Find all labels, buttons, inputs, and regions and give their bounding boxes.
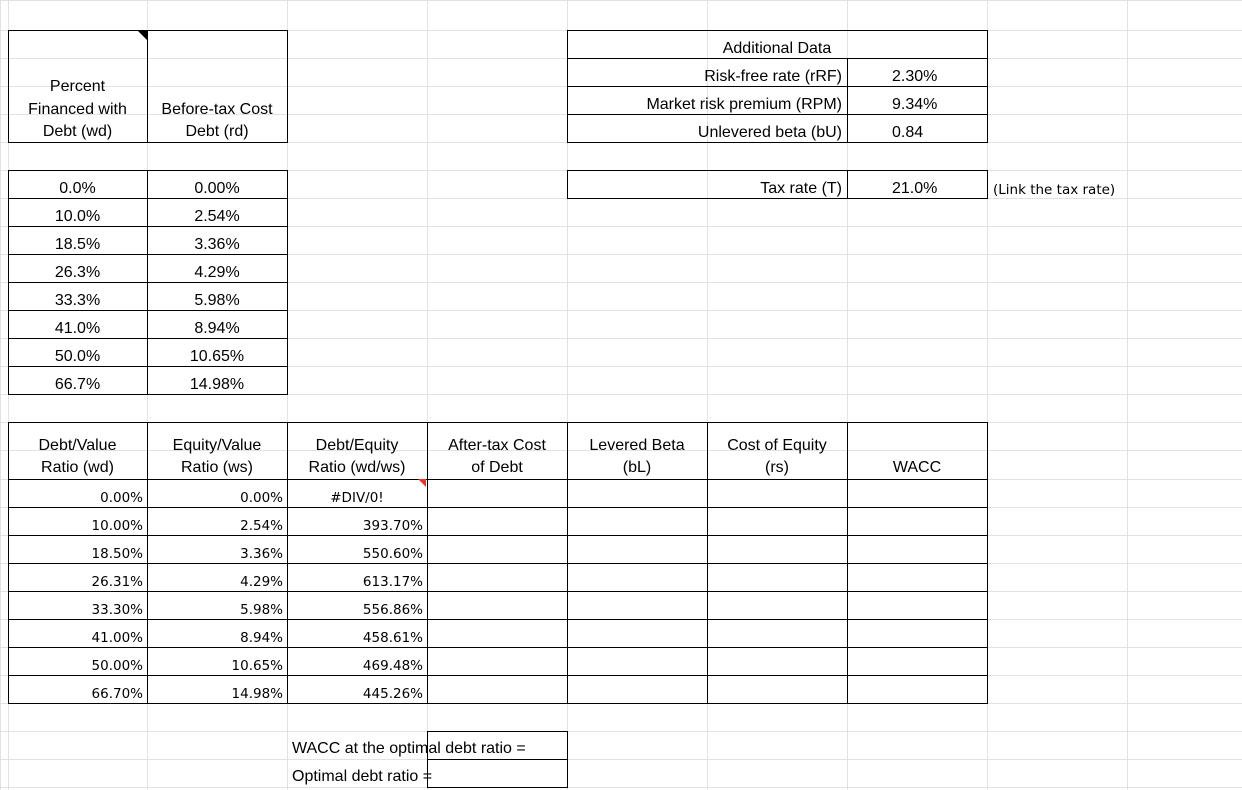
- cell-border: [708, 564, 848, 592]
- cell-border: [708, 480, 848, 508]
- rd-cell[interactable]: 5.98%: [194, 292, 240, 309]
- cell-border: [568, 480, 708, 508]
- cell-border: [568, 648, 708, 676]
- de-ratio-cell[interactable]: 469.48%: [362, 658, 423, 674]
- wd-ratio-cell[interactable]: 50.00%: [91, 658, 143, 674]
- cell-border: [568, 620, 708, 648]
- cell-border: [708, 620, 848, 648]
- header-line: Percent: [49, 78, 106, 95]
- header-line: Debt (rd): [185, 123, 249, 140]
- risk-free-value[interactable]: 2.30%: [892, 68, 938, 85]
- unlevered-beta-value[interactable]: 0.84: [892, 124, 924, 141]
- column-header[interactable]: Ratio (ws): [180, 459, 253, 476]
- tax-rate-value[interactable]: 21.0%: [892, 180, 938, 197]
- tax-rate-label: Tax rate (T): [760, 180, 842, 197]
- de-ratio-cell[interactable]: 445.26%: [362, 686, 423, 702]
- cell-border: [428, 676, 568, 704]
- market-risk-premium-label: Market risk premium (RPM): [646, 96, 842, 113]
- cell-border: [428, 592, 568, 620]
- column-header[interactable]: Ratio (wd): [41, 459, 114, 476]
- rd-cell[interactable]: 4.29%: [194, 264, 240, 281]
- unlevered-beta-label: Unlevered beta (bU): [697, 124, 842, 141]
- rd-cell[interactable]: 8.94%: [194, 320, 240, 337]
- rd-cell[interactable]: 14.98%: [189, 376, 245, 393]
- ws-ratio-cell[interactable]: 4.29%: [240, 574, 283, 590]
- column-header[interactable]: Debt/Equity: [315, 437, 399, 454]
- wd-ratio-cell[interactable]: 33.30%: [91, 602, 143, 618]
- wd-cell[interactable]: 41.0%: [54, 320, 101, 337]
- cell-border: [428, 620, 568, 648]
- cell-border: [708, 508, 848, 536]
- cell-border: [568, 676, 708, 704]
- cell-border: [428, 564, 568, 592]
- wd-cell[interactable]: 0.0%: [59, 180, 96, 197]
- header-line: Debt (wd): [42, 123, 113, 140]
- header-line: Before-tax Cost: [161, 101, 273, 118]
- de-ratio-cell[interactable]: 458.61%: [362, 630, 423, 646]
- wd-cell[interactable]: 26.3%: [54, 264, 101, 281]
- column-header[interactable]: Debt/Value: [38, 437, 117, 454]
- cell-border: [428, 480, 568, 508]
- optimal-debt-ratio-label: Optimal debt ratio =: [292, 768, 433, 785]
- wd-cell[interactable]: 33.3%: [54, 292, 101, 309]
- column-header[interactable]: Levered Beta: [589, 437, 685, 454]
- cell-border: [848, 676, 988, 704]
- rd-cell[interactable]: 10.65%: [189, 348, 245, 365]
- column-header[interactable]: of Debt: [471, 459, 523, 476]
- additional-data-title: Additional Data: [722, 40, 832, 57]
- comment-indicator[interactable]: [138, 31, 147, 40]
- de-ratio-cell[interactable]: #DIV/0!: [330, 490, 384, 506]
- column-header[interactable]: (bL): [622, 459, 652, 476]
- cell-border: [708, 536, 848, 564]
- column-header[interactable]: Cost of Equity: [727, 437, 827, 454]
- wd-ratio-cell[interactable]: 41.00%: [91, 630, 143, 646]
- wd-ratio-cell[interactable]: 26.31%: [91, 574, 143, 590]
- column-header[interactable]: After-tax Cost: [448, 437, 546, 454]
- cell-border: [428, 536, 568, 564]
- cell-border: [428, 508, 568, 536]
- wd-ratio-cell[interactable]: 10.00%: [91, 518, 143, 534]
- column-header[interactable]: Ratio (wd/ws): [308, 459, 406, 476]
- cell-border: [708, 648, 848, 676]
- cell-border: [708, 592, 848, 620]
- cell-border: [848, 564, 988, 592]
- wd-ratio-cell[interactable]: 18.50%: [91, 546, 143, 562]
- header-line: Financed with: [28, 101, 127, 118]
- cell-border: [428, 648, 568, 676]
- wd-ratio-cell[interactable]: 0.00%: [100, 490, 143, 506]
- de-ratio-cell[interactable]: 556.86%: [362, 602, 423, 618]
- ws-ratio-cell[interactable]: 0.00%: [240, 490, 283, 506]
- ws-ratio-cell[interactable]: 8.94%: [240, 630, 283, 646]
- optimal-ratio-cell: [428, 760, 568, 788]
- cell-border: [568, 508, 708, 536]
- ws-ratio-cell[interactable]: 5.98%: [240, 602, 283, 618]
- cell-border: [568, 564, 708, 592]
- cell-border: [568, 536, 708, 564]
- cell-border: [848, 648, 988, 676]
- market-risk-premium-value[interactable]: 9.34%: [892, 96, 938, 113]
- cell-border: [568, 592, 708, 620]
- wd-cell[interactable]: 50.0%: [54, 348, 101, 365]
- column-header[interactable]: Equity/Value: [172, 437, 262, 454]
- cell-border: [848, 508, 988, 536]
- column-header[interactable]: (rs): [765, 459, 789, 476]
- error-indicator[interactable]: [418, 479, 426, 487]
- de-ratio-cell[interactable]: 393.70%: [362, 518, 423, 534]
- cell-border: [848, 480, 988, 508]
- wd-cell[interactable]: 66.7%: [54, 376, 101, 393]
- wacc-optimal-label: WACC at the optimal debt ratio =: [292, 740, 526, 757]
- wd-cell[interactable]: 18.5%: [54, 236, 101, 253]
- ws-ratio-cell[interactable]: 2.54%: [240, 518, 283, 534]
- cell-border: [848, 592, 988, 620]
- rd-cell[interactable]: 2.54%: [194, 208, 240, 225]
- ws-ratio-cell[interactable]: 14.98%: [231, 686, 283, 702]
- de-ratio-cell[interactable]: 613.17%: [362, 574, 423, 590]
- ws-ratio-cell[interactable]: 3.36%: [240, 546, 283, 562]
- rd-cell[interactable]: 0.00%: [194, 180, 240, 197]
- rd-cell[interactable]: 3.36%: [194, 236, 240, 253]
- de-ratio-cell[interactable]: 550.60%: [362, 546, 423, 562]
- tax-rate-note: (Link the tax rate): [993, 182, 1116, 198]
- ws-ratio-cell[interactable]: 10.65%: [231, 658, 283, 674]
- cell-border: [848, 620, 988, 648]
- wd-cell[interactable]: 10.0%: [54, 208, 101, 225]
- column-header[interactable]: WACC: [892, 459, 942, 476]
- cell-border: [848, 536, 988, 564]
- risk-free-label: Risk-free rate (rRF): [704, 68, 842, 85]
- wd-ratio-cell[interactable]: 66.70%: [91, 686, 143, 702]
- cell-border: [708, 676, 848, 704]
